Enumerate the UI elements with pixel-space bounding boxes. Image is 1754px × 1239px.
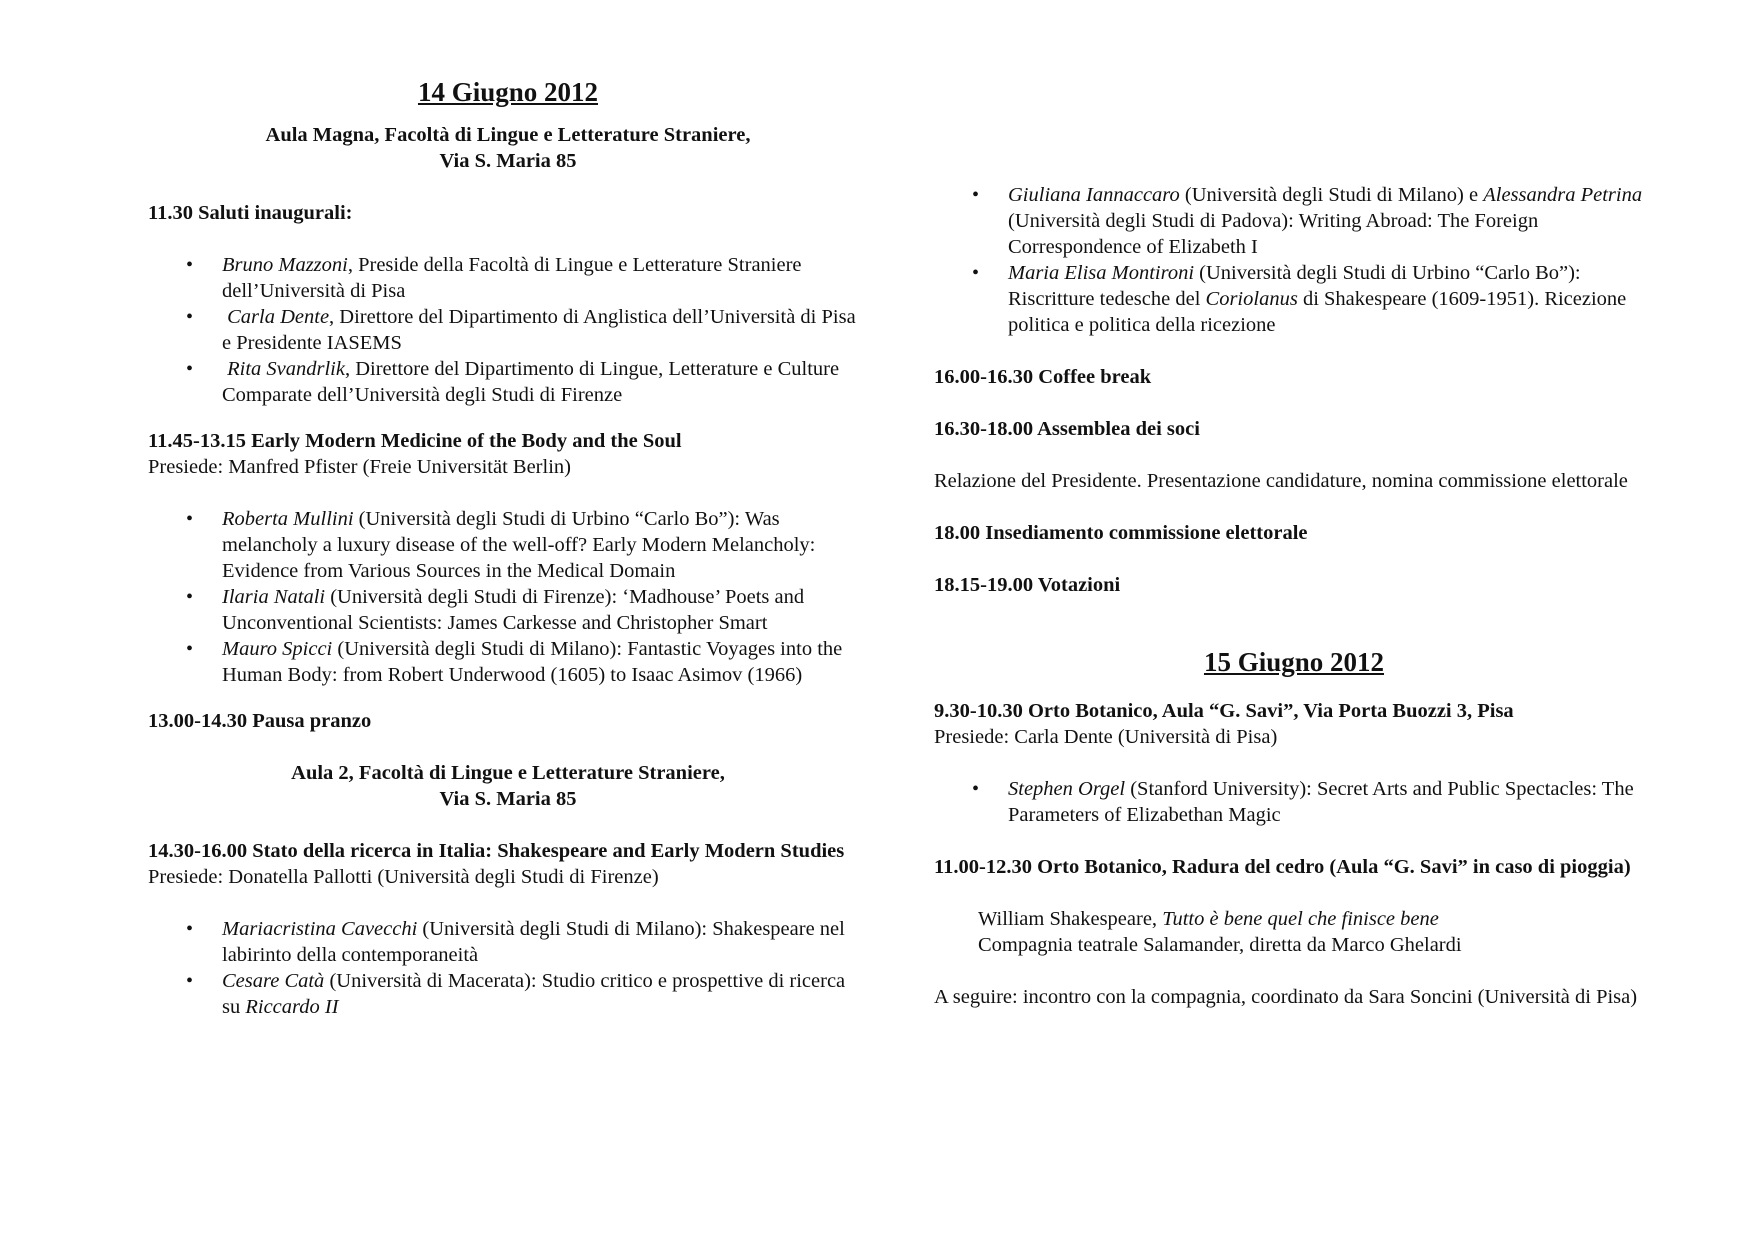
lunch-break: 13.00-14.30 Pausa pranzo	[148, 710, 372, 732]
session2-chair: Presiede: Donatella Pallotti (Università degli Studi di Firenze)	[148, 866, 659, 888]
speaker-name: Bruno Mazzoni	[222, 254, 348, 276]
speaker-name: Alessandra Petrina	[1483, 184, 1643, 206]
day-title-14-june: 14 Giugno 2012	[417, 77, 599, 107]
day-title-15-june: 15 Giugno 2012	[1203, 647, 1385, 677]
venue-aula-2	[148, 760, 868, 812]
opening-list	[148, 252, 868, 408]
bullet-icon: •	[186, 586, 194, 608]
bullet-icon: •	[186, 358, 194, 380]
day2-session1-talks	[934, 776, 1654, 828]
bullet-icon: •	[186, 638, 194, 660]
speaker-name: Ilaria Natali	[222, 586, 326, 608]
bullet-icon: •	[186, 306, 194, 328]
list-item	[934, 182, 1654, 260]
venue2-line-1: Aula 2, Facoltà di Lingue e Letterature Straniere,	[291, 762, 725, 784]
left-column	[148, 0, 868, 1020]
speaker-name: Maria Elisa Montironi	[1008, 262, 1195, 284]
venue2-line-2: Via S. Maria 85	[439, 788, 577, 810]
speaker-name: Giuliana Iannaccaro	[1008, 184, 1180, 206]
bullet-icon: •	[972, 184, 980, 206]
talk-text: di Shakespeare (1609-1951). Ricezione politica e politica della ricezione	[1008, 288, 1627, 336]
session1-talks	[148, 506, 868, 688]
venue-line-1: Aula Magna, Facoltà di Lingue e Letterature Straniere,	[265, 124, 751, 146]
speaker-name: Cesare Catà	[222, 970, 325, 992]
list-item	[148, 304, 868, 356]
speaker-role: , Direttore del Dipartimento di Lingue, Letterature e Culture Comparate dell’Università degli Studi di Firenze	[222, 358, 840, 406]
talk-text: (Università degli Studi di Firenze): ‘Madhouse’ Poets and Unconventional Scientists: James Carkesse and Christopher Smart	[222, 586, 805, 634]
list-item	[148, 252, 868, 304]
talk-text: (Università degli Studi di Milano) e	[1179, 184, 1484, 206]
speaker-name: Mariacristina Cavecchi	[222, 918, 418, 940]
talk-text: (Università degli Studi di Urbino “Carlo Bo”): Riscritture tedesche del	[1008, 262, 1581, 310]
work-title: Riccardo II	[245, 996, 339, 1018]
bullet-icon: •	[186, 970, 194, 992]
talk-text: (Università degli Studi di Padova): Writing Abroad: The Foreign Correspondence of Elizabeth I	[1008, 210, 1539, 258]
list-item	[148, 356, 868, 408]
speaker-role: , Direttore del Dipartimento di Anglistica dell’Università di Pisa e Presidente IASEMS	[222, 306, 856, 354]
talk-text: (Stanford University): Secret Arts and Public Spectacles: The Parameters of Elizabethan Magic	[1008, 778, 1634, 826]
session1-chair: Presiede: Manfred Pfister (Freie Universität Berlin)	[148, 456, 571, 478]
work-title: Coriolanus	[1205, 288, 1298, 310]
speaker-role: , Preside della Facoltà di Lingue e Letterature Straniere dell’Università di Pisa	[222, 254, 802, 302]
followup-note: A seguire: incontro con la compagnia, coordinato da Sara Soncini (Università di Pisa)	[934, 986, 1638, 1008]
bullet-icon: •	[972, 262, 980, 284]
day2-session1-chair: Presiede: Carla Dente (Università di Pisa)	[934, 726, 1278, 748]
list-item	[148, 968, 868, 1020]
speaker-name: Stephen Orgel	[1008, 778, 1126, 800]
day2-session1-heading: 9.30-10.30 Orto Botanico, Aula “G. Savi”, Via Porta Buozzi 3, Pisa	[934, 700, 1514, 722]
list-item	[934, 260, 1654, 338]
play-author: William Shakespeare,	[978, 908, 1163, 930]
list-item	[934, 776, 1654, 828]
session2-heading: 14.30-16.00 Stato della ricerca in Italia: Shakespeare and Early Modern Studies	[148, 840, 845, 862]
bullet-icon: •	[972, 778, 980, 800]
play-company: Compagnia teatrale Salamander, diretta da Marco Ghelardi	[978, 934, 1462, 956]
voting-heading: 18.15-19.00 Votazioni	[934, 574, 1121, 596]
talk-text: (Università degli Studi di Urbino “Carlo Bo”): Was melancholy a luxury disease of the well-off? Early Modern Melancholy: Evidence from Various Sources in the Medical Domain	[222, 508, 816, 582]
talk-text: (Università degli Studi di Milano): Fantastic Voyages into the Human Body: from Robert Underwood (1605) to Isaac Asimov (1966)	[222, 638, 843, 686]
coffee-break: 16.00-16.30 Coffee break	[934, 366, 1152, 388]
speaker-name: Roberta Mullini	[222, 508, 354, 530]
performance-block	[978, 906, 1654, 958]
list-item	[148, 584, 868, 636]
speaker-name: Mauro Spicci	[222, 638, 333, 660]
assembly-note: Relazione del Presidente. Presentazione candidature, nomina commissione elettorale	[934, 470, 1628, 492]
bullet-icon: •	[186, 254, 194, 276]
venue-line-2: Via S. Maria 85	[439, 150, 577, 172]
talk-text: (Università degli Studi di Milano): Shakespeare nel labirinto della contemporaneità	[222, 918, 845, 966]
assembly-heading: 16.30-18.00 Assemblea dei soci	[934, 418, 1200, 440]
day2-session2-heading: 11.00-12.30 Orto Botanico, Radura del cedro (Aula “G. Savi” in caso di pioggia)	[934, 856, 1631, 878]
session2-talks-right	[934, 182, 1654, 338]
session1-heading: 11.45-13.15 Early Modern Medicine of the Body and the Soul	[148, 430, 682, 452]
list-item	[148, 506, 868, 584]
right-column	[934, 0, 1654, 1010]
list-item	[148, 636, 868, 688]
play-line	[978, 906, 1654, 932]
play-title: Tutto è bene quel che finisce bene	[1162, 908, 1439, 930]
venue-aula-magna	[148, 122, 868, 174]
speaker-name: Carla Dente	[227, 306, 330, 328]
speaker-name: Rita Svandrlik	[227, 358, 345, 380]
bullet-icon: •	[186, 508, 194, 530]
opening-heading: 11.30 Saluti inaugurali:	[148, 202, 353, 224]
committee-heading: 18.00 Insediamento commissione elettorale	[934, 522, 1308, 544]
session2-talks-left	[148, 916, 868, 1020]
talk-text: (Università di Macerata): Studio critico e prospettive di ricerca su	[222, 970, 846, 1018]
list-item	[148, 916, 868, 968]
bullet-icon: •	[186, 918, 194, 940]
